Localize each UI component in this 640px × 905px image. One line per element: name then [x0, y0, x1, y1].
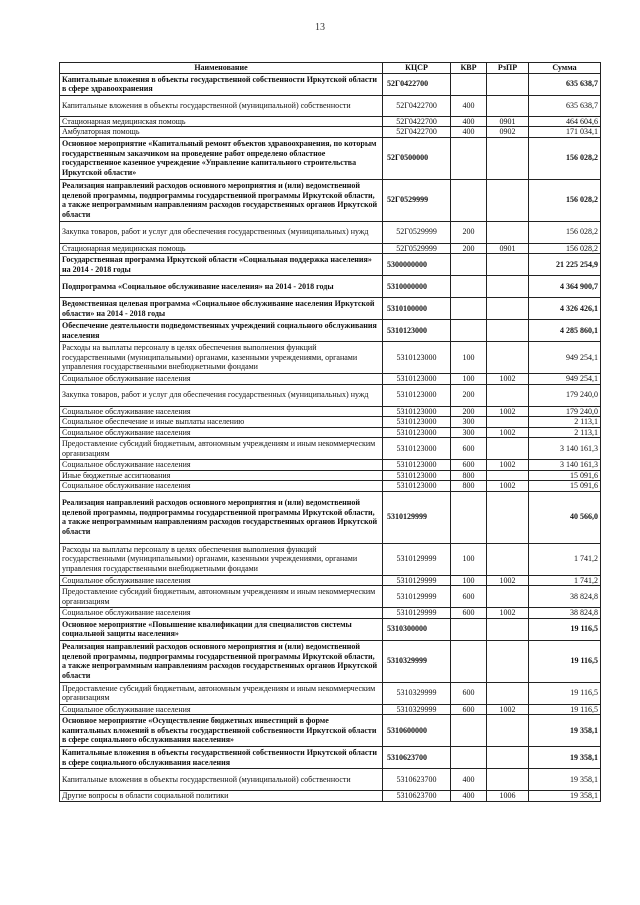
- cell-kcsr: 5310123000: [383, 320, 451, 342]
- table-row: [60, 342, 601, 374]
- cell-rzpr: [487, 342, 529, 374]
- cell-rzpr: 1002: [487, 481, 529, 492]
- table-row: [60, 298, 601, 320]
- cell-kcsr: 5310129999: [383, 575, 451, 586]
- cell-sum: 3 140 161,3: [529, 438, 601, 460]
- cell-name: Социальное обслуживание населения: [60, 460, 383, 471]
- cell-kvr: 600: [451, 608, 487, 619]
- cell-kvr: 100: [451, 342, 487, 374]
- cell-kcsr: 5310129999: [383, 543, 451, 575]
- cell-name: Основное мероприятие «Повышение квалификации для специалистов системы социальной защиты населения»: [60, 618, 383, 640]
- cell-kcsr: 5310623700: [383, 791, 451, 802]
- cell-rzpr: 1002: [487, 374, 529, 385]
- cell-kvr: [451, 73, 487, 95]
- cell-rzpr: 1002: [487, 427, 529, 438]
- cell-name: Ведомственная целевая программа «Социальное обслуживание населения Иркутской области» на 2014 - 2018 годы: [60, 298, 383, 320]
- cell-name: Предоставление субсидий бюджетным, автономным учреждениям и иным некоммерческим организациям: [60, 438, 383, 460]
- table-row: [60, 608, 601, 619]
- table-row: [60, 116, 601, 127]
- cell-sum: 4 326 426,1: [529, 298, 601, 320]
- cell-rzpr: [487, 298, 529, 320]
- table-row: [60, 179, 601, 221]
- cell-rzpr: [487, 640, 529, 682]
- cell-kvr: 400: [451, 791, 487, 802]
- cell-kcsr: 52Г0529999: [383, 179, 451, 221]
- cell-sum: 38 824,8: [529, 608, 601, 619]
- cell-sum: 19 116,5: [529, 640, 601, 682]
- table-row: [60, 575, 601, 586]
- cell-kcsr: 5310100000: [383, 298, 451, 320]
- cell-name: Стационарная медицинская помощь: [60, 116, 383, 127]
- cell-sum: 1 741,2: [529, 543, 601, 575]
- cell-kvr: 600: [451, 704, 487, 715]
- cell-name: Социальное обслуживание населения: [60, 406, 383, 417]
- cell-rzpr: 1006: [487, 791, 529, 802]
- cell-rzpr: [487, 179, 529, 221]
- cell-kvr: 600: [451, 438, 487, 460]
- cell-kcsr: 5310600000: [383, 715, 451, 747]
- table-row: [60, 221, 601, 243]
- cell-kcsr: 5310123000: [383, 417, 451, 428]
- cell-rzpr: [487, 491, 529, 543]
- cell-kcsr: 52Г0529999: [383, 243, 451, 254]
- cell-kcsr: 5310329999: [383, 704, 451, 715]
- table-row: [60, 791, 601, 802]
- cell-name: Реализация направлений расходов основного мероприятия и (или) ведомственной целевой программы, подпрограммы государственной программы Иркутской области, а также непрограммным направлениям расходов государственных органов Иркутской области: [60, 491, 383, 543]
- column-header-kcsr: КЦСР: [383, 63, 451, 74]
- cell-rzpr: [487, 682, 529, 704]
- cell-name: Капитальные вложения в объекты государственной (муниципальной) собственности: [60, 769, 383, 791]
- cell-rzpr: [487, 543, 529, 575]
- cell-kvr: [451, 618, 487, 640]
- cell-kvr: 600: [451, 460, 487, 471]
- table-row: [60, 704, 601, 715]
- cell-kvr: [451, 320, 487, 342]
- cell-kcsr: 52Г0529999: [383, 221, 451, 243]
- cell-sum: 2 113,1: [529, 427, 601, 438]
- cell-kvr: [451, 276, 487, 298]
- cell-kvr: 100: [451, 374, 487, 385]
- table-row: [60, 137, 601, 179]
- cell-rzpr: [487, 747, 529, 769]
- cell-name: Закупка товаров, работ и услуг для обеспечения государственных (муниципальных) нужд: [60, 384, 383, 406]
- cell-name: Расходы на выплаты персоналу в целях обеспечения выполнения функций государственными (муниципальными) органами, казенными учреждениями, органами управления государственными внебюджетными фондами: [60, 543, 383, 575]
- cell-kcsr: 5310300000: [383, 618, 451, 640]
- cell-name: Закупка товаров, работ и услуг для обеспечения государственных (муниципальных) нужд: [60, 221, 383, 243]
- cell-kcsr: 5310123000: [383, 384, 451, 406]
- cell-kvr: 400: [451, 95, 487, 116]
- cell-kcsr: 5310123000: [383, 470, 451, 481]
- table-row: [60, 640, 601, 682]
- cell-kvr: [451, 298, 487, 320]
- table-row: [60, 73, 601, 95]
- cell-rzpr: [487, 137, 529, 179]
- cell-sum: 179 240,0: [529, 384, 601, 406]
- table-row: [60, 417, 601, 428]
- table-row: [60, 406, 601, 417]
- table-body: [60, 73, 601, 801]
- cell-rzpr: [487, 320, 529, 342]
- cell-kvr: [451, 254, 487, 276]
- column-header-rzpr: РзПР: [487, 63, 529, 74]
- cell-kcsr: 5310623700: [383, 769, 451, 791]
- table-row: [60, 95, 601, 116]
- cell-kvr: 400: [451, 769, 487, 791]
- cell-kvr: 300: [451, 417, 487, 428]
- cell-sum: 4 364 900,7: [529, 276, 601, 298]
- cell-sum: 156 028,2: [529, 137, 601, 179]
- cell-sum: 38 824,8: [529, 586, 601, 608]
- cell-kcsr: 52Г0422700: [383, 95, 451, 116]
- cell-name: Подпрограмма «Социальное обслуживание населения» на 2014 - 2018 годы: [60, 276, 383, 298]
- cell-rzpr: [487, 221, 529, 243]
- cell-name: Социальное обслуживание населения: [60, 575, 383, 586]
- cell-name: Расходы на выплаты персоналу в целях обеспечения выполнения функций государственными (муниципальными) органами, казенными учреждениями, органами управления государственными внебюджетными фондами: [60, 342, 383, 374]
- cell-name: Основное мероприятие «Осуществление бюджетных инвестиций в форме капитальных вложений в объекты государственной собственности Иркутской области в сфере социального обслуживания населения»: [60, 715, 383, 747]
- cell-sum: 635 638,7: [529, 95, 601, 116]
- cell-name: Капитальные вложения в объекты государственной (муниципальной) собственности: [60, 95, 383, 116]
- cell-name: Государственная программа Иркутской области «Социальная поддержка населения» на 2014 - 2018 годы: [60, 254, 383, 276]
- table-header-row: [60, 63, 601, 74]
- cell-sum: 464 604,6: [529, 116, 601, 127]
- cell-kcsr: 5310123000: [383, 406, 451, 417]
- cell-sum: 171 034,1: [529, 127, 601, 138]
- cell-kcsr: 5310129999: [383, 586, 451, 608]
- table-row: [60, 543, 601, 575]
- table-row: [60, 586, 601, 608]
- cell-kvr: 200: [451, 221, 487, 243]
- cell-rzpr: 1002: [487, 406, 529, 417]
- cell-kvr: [451, 747, 487, 769]
- column-header-sum: Сумма: [529, 63, 601, 74]
- cell-kcsr: 5310000000: [383, 276, 451, 298]
- cell-kcsr: 5310123000: [383, 427, 451, 438]
- cell-kcsr: 5310123000: [383, 374, 451, 385]
- cell-rzpr: [487, 618, 529, 640]
- cell-name: Другие вопросы в области социальной политики: [60, 791, 383, 802]
- cell-sum: 40 566,0: [529, 491, 601, 543]
- cell-sum: 4 285 860,1: [529, 320, 601, 342]
- cell-name: Обеспечение деятельности подведомственных учреждений социального обслуживания населения: [60, 320, 383, 342]
- cell-sum: 949 254,1: [529, 342, 601, 374]
- cell-kcsr: 52Г0422700: [383, 73, 451, 95]
- cell-sum: 19 358,1: [529, 769, 601, 791]
- cell-sum: 3 140 161,3: [529, 460, 601, 471]
- cell-kvr: 400: [451, 127, 487, 138]
- cell-kvr: 100: [451, 543, 487, 575]
- cell-sum: 949 254,1: [529, 374, 601, 385]
- cell-rzpr: 0901: [487, 116, 529, 127]
- cell-name: Капитальные вложения в объекты государственной собственности Иркутской области в сфере здравоохранения: [60, 73, 383, 95]
- cell-kcsr: 52Г0422700: [383, 127, 451, 138]
- cell-sum: 156 028,2: [529, 179, 601, 221]
- cell-rzpr: 1002: [487, 575, 529, 586]
- table-row: [60, 276, 601, 298]
- page-number: 13: [315, 22, 325, 33]
- cell-kvr: 300: [451, 427, 487, 438]
- cell-kvr: 200: [451, 384, 487, 406]
- table-row: [60, 460, 601, 471]
- cell-rzpr: 0901: [487, 243, 529, 254]
- budget-table: [59, 62, 601, 802]
- cell-sum: 19 358,1: [529, 791, 601, 802]
- cell-rzpr: [487, 73, 529, 95]
- cell-kcsr: 5310623700: [383, 747, 451, 769]
- cell-kcsr: 5310123000: [383, 342, 451, 374]
- cell-name: Социальное обслуживание населения: [60, 481, 383, 492]
- cell-sum: 156 028,2: [529, 243, 601, 254]
- cell-sum: 156 028,2: [529, 221, 601, 243]
- table-row: [60, 491, 601, 543]
- cell-kcsr: 52Г0500000: [383, 137, 451, 179]
- table-row: [60, 384, 601, 406]
- cell-name: Капитальные вложения в объекты государственной собственности Иркутской области в сфере социального обслуживания населения: [60, 747, 383, 769]
- cell-sum: 2 113,1: [529, 417, 601, 428]
- table-row: [60, 747, 601, 769]
- cell-sum: 1 741,2: [529, 575, 601, 586]
- cell-rzpr: 1002: [487, 704, 529, 715]
- cell-kcsr: 5310123000: [383, 481, 451, 492]
- cell-sum: 19 116,5: [529, 682, 601, 704]
- cell-kvr: [451, 137, 487, 179]
- cell-name: Предоставление субсидий бюджетным, автономным учреждениям и иным некоммерческим организациям: [60, 682, 383, 704]
- table-row: [60, 481, 601, 492]
- cell-name: Реализация направлений расходов основного мероприятия и (или) ведомственной целевой программы, подпрограммы государственной программы Иркутской области, а также непрограммным направлениям расходов государственных органов Иркутской области: [60, 640, 383, 682]
- cell-kcsr: 52Г0422700: [383, 116, 451, 127]
- cell-rzpr: [487, 254, 529, 276]
- table-row: [60, 470, 601, 481]
- cell-name: Социальное обеспечение и иные выплаты населению: [60, 417, 383, 428]
- cell-sum: 15 091,6: [529, 470, 601, 481]
- cell-rzpr: [487, 470, 529, 481]
- table-row: [60, 715, 601, 747]
- cell-kvr: [451, 179, 487, 221]
- table-row: [60, 618, 601, 640]
- cell-kvr: 200: [451, 406, 487, 417]
- cell-kvr: [451, 491, 487, 543]
- cell-name: Предоставление субсидий бюджетным, автономным учреждениям и иным некоммерческим организациям: [60, 586, 383, 608]
- cell-rzpr: [487, 586, 529, 608]
- cell-rzpr: 1002: [487, 460, 529, 471]
- cell-rzpr: [487, 276, 529, 298]
- cell-kvr: 800: [451, 470, 487, 481]
- cell-kvr: 400: [451, 116, 487, 127]
- cell-rzpr: [487, 715, 529, 747]
- cell-kcsr: 5310123000: [383, 460, 451, 471]
- cell-kvr: 600: [451, 682, 487, 704]
- cell-kvr: 600: [451, 586, 487, 608]
- cell-name: Иные бюджетные ассигнования: [60, 470, 383, 481]
- cell-kcsr: 5310123000: [383, 438, 451, 460]
- cell-name: Основное мероприятие «Капитальный ремонт объектов здравоохранения, по которым государственным заказчиком на проведение работ определено областное государственное казенное учреждение «Управление капитального строительства Иркутской области»: [60, 137, 383, 179]
- cell-name: Реализация направлений расходов основного мероприятия и (или) ведомственной целевой программы, подпрограммы государственной программы Иркутской области, а также непрограммным направлениям расходов государственных органов Иркутской области: [60, 179, 383, 221]
- cell-rzpr: 1002: [487, 608, 529, 619]
- cell-sum: 19 116,5: [529, 704, 601, 715]
- cell-rzpr: [487, 417, 529, 428]
- column-header-name: Наименование: [60, 63, 383, 74]
- cell-rzpr: 0902: [487, 127, 529, 138]
- table-row: [60, 374, 601, 385]
- cell-rzpr: [487, 769, 529, 791]
- cell-kvr: [451, 640, 487, 682]
- cell-sum: 21 225 254,9: [529, 254, 601, 276]
- cell-kvr: 200: [451, 243, 487, 254]
- cell-kcsr: 5310129999: [383, 491, 451, 543]
- cell-kvr: 100: [451, 575, 487, 586]
- cell-rzpr: [487, 95, 529, 116]
- cell-sum: 635 638,7: [529, 73, 601, 95]
- cell-sum: 19 358,1: [529, 747, 601, 769]
- table-row: [60, 127, 601, 138]
- table-row: [60, 769, 601, 791]
- column-header-kvr: КВР: [451, 63, 487, 74]
- cell-kcsr: 5310329999: [383, 640, 451, 682]
- cell-sum: 15 091,6: [529, 481, 601, 492]
- table-row: [60, 438, 601, 460]
- cell-name: Социальное обслуживание населения: [60, 608, 383, 619]
- table-row: [60, 320, 601, 342]
- cell-rzpr: [487, 384, 529, 406]
- cell-sum: 179 240,0: [529, 406, 601, 417]
- cell-kcsr: 5300000000: [383, 254, 451, 276]
- cell-kcsr: 5310329999: [383, 682, 451, 704]
- cell-name: Социальное обслуживание населения: [60, 427, 383, 438]
- cell-name: Социальное обслуживание населения: [60, 374, 383, 385]
- cell-sum: 19 116,5: [529, 618, 601, 640]
- cell-name: Стационарная медицинская помощь: [60, 243, 383, 254]
- cell-kcsr: 5310129999: [383, 608, 451, 619]
- cell-rzpr: [487, 438, 529, 460]
- table-row: [60, 682, 601, 704]
- cell-kvr: [451, 715, 487, 747]
- cell-kvr: 800: [451, 481, 487, 492]
- cell-sum: 19 358,1: [529, 715, 601, 747]
- cell-name: Социальное обслуживание населения: [60, 704, 383, 715]
- table-row: [60, 427, 601, 438]
- table-row: [60, 254, 601, 276]
- table-row: [60, 243, 601, 254]
- cell-name: Амбулаторная помощь: [60, 127, 383, 138]
